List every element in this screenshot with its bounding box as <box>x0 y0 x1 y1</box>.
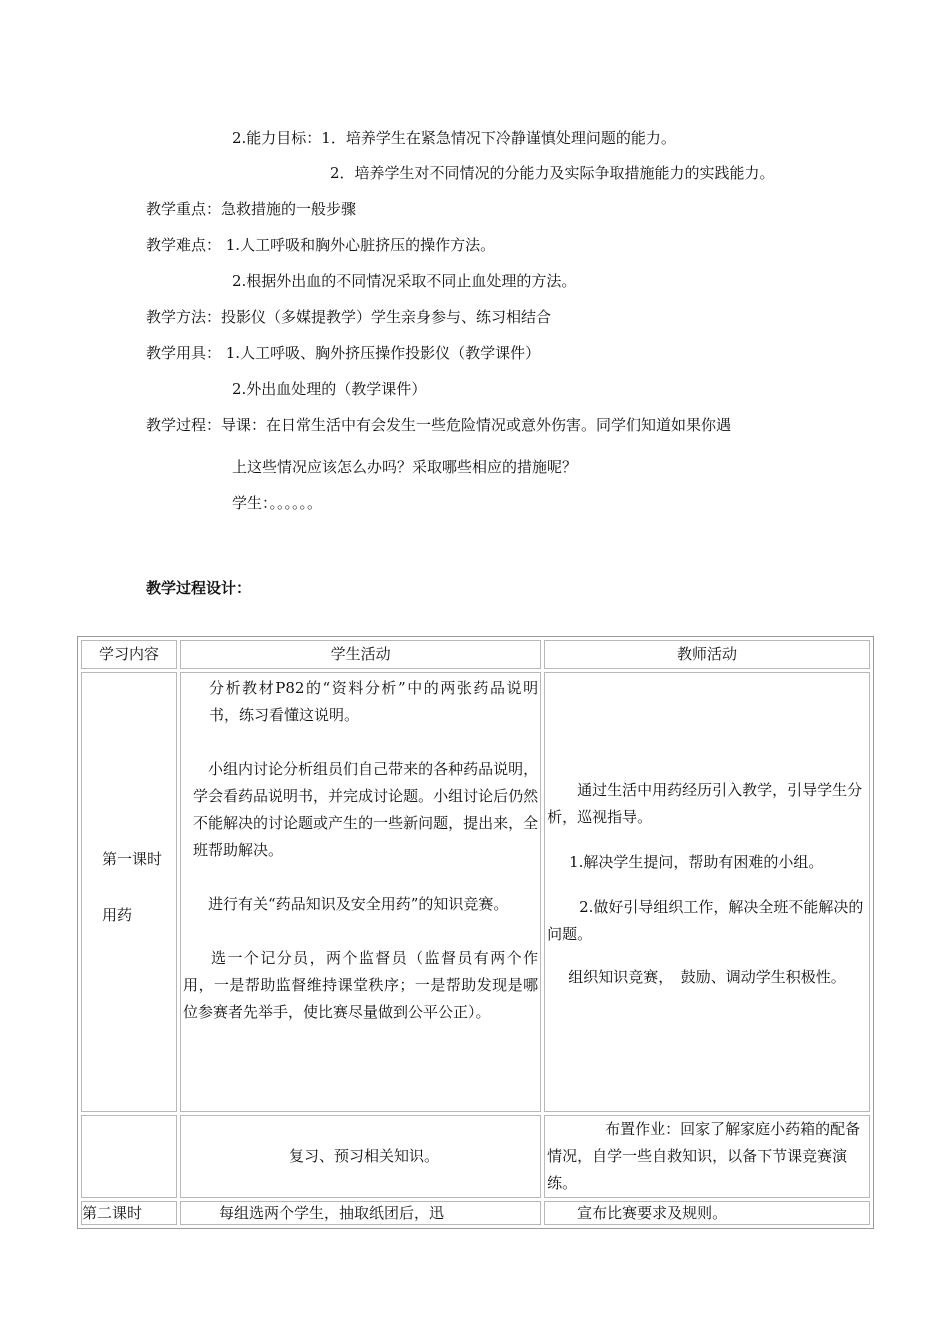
key-point: 教学重点：急救措施的一般步骤 <box>146 200 357 218</box>
lesson-two-label: 第二课时 <box>81 1201 177 1225</box>
ability-goal-2: 2．培养学生对不同情况的分能力及实际争取措施能力的实践能力。 <box>330 164 775 182</box>
student-activities-2: 复习、预习相关知识。 <box>180 1115 541 1198</box>
table-row <box>81 672 870 1112</box>
design-title: 教学过程设计： <box>146 579 252 597</box>
student-activities-1 <box>180 672 541 1112</box>
process-design-table <box>77 636 874 1229</box>
lesson-one-label: 第一课时 <box>102 849 163 868</box>
header-teacher: 教师活动 <box>544 640 870 669</box>
student-activity-3: 进行有关“药品知识及安全用药”的知识竞赛。 <box>208 895 509 913</box>
teacher-activity-4: 组织知识竞赛， 鼓励、调动学生积极性。 <box>568 968 846 986</box>
header-content: 学习内容 <box>81 640 177 669</box>
lesson-one-topic: 用药 <box>102 905 133 924</box>
teacher-activities-3: 宣布比赛要求及规则。 <box>544 1201 870 1225</box>
ability-goal-1: 2.能力目标：1．培养学生在紧急情况下冷静谨慎处理问题的能力。 <box>232 129 676 147</box>
teacher-activity-2: 1.解决学生提问，帮助有困难的小组。 <box>569 853 824 871</box>
teaching-method: 教学方法：投影仪（多媒提教学）学生亲身参与、练习相结合 <box>146 308 552 326</box>
difficulty-1: 教学难点： 1.人工呼吸和胸外心脏挤压的操作方法。 <box>146 236 496 254</box>
student-activity-2: 小组内讨论分析组员们自己带来的各种药品说明，学会看药品说明书，并完成讨论题。小组讨论后仍然不能解决的讨论题或产生的一些新问题，提出来，全班帮助解决。 <box>193 760 539 859</box>
header-student: 学生活动 <box>180 640 541 669</box>
teaching-process-1: 教学过程：导课：在日常生活中有会发生一些危险情况或意外伤害。同学们知道如果你遇 <box>146 416 732 434</box>
teacher-activity-1: 通过生活中用药经历引入教学，引导学生分析，巡视指导。 <box>547 781 863 826</box>
lesson-one-cell <box>81 672 177 1112</box>
student-activity-4: 选一个记分员，两个监督员（监督员有两个作用，一是帮助监督维持课堂秩序；一是帮助发现是哪位参赛者先举手，使比赛尽量做到公平公正）。 <box>183 949 539 1021</box>
teacher-activities-2 <box>544 1115 870 1198</box>
table-row <box>81 1115 870 1198</box>
table-row <box>81 1201 870 1225</box>
difficulty-2: 2.根据外出血的不同情况采取不同止血处理的方法。 <box>232 272 577 290</box>
teaching-process-3: 学生：。。。。。。 <box>232 494 323 512</box>
table-header-row <box>81 640 870 669</box>
teacher-activity-3: 2.做好引导组织工作，解决全班不能解决的问题。 <box>547 898 864 943</box>
student-activity-1: 分析教材P82的“资料分析”中的两张药品说明书，练习看懂这说明。 <box>209 679 539 724</box>
teaching-tools-2: 2.外出血处理的（教学课件） <box>232 380 427 398</box>
teaching-process-2: 上这些情况应该怎么办吗？采取哪些相应的措施呢？ <box>232 458 578 476</box>
teacher-activities-1 <box>544 672 870 1112</box>
student-activities-3: 每组选两个学生，抽取纸团后，迅 <box>180 1201 541 1225</box>
homework-text: 布置作业：回家了解家庭小药箱的配备情况，自学一些自救知识，以备下节课竞赛演练。 <box>547 1120 861 1192</box>
teaching-tools-1: 教学用具： 1.人工呼吸、胸外挤压操作投影仪（教学课件） <box>146 344 541 362</box>
empty-content-cell <box>81 1115 177 1198</box>
